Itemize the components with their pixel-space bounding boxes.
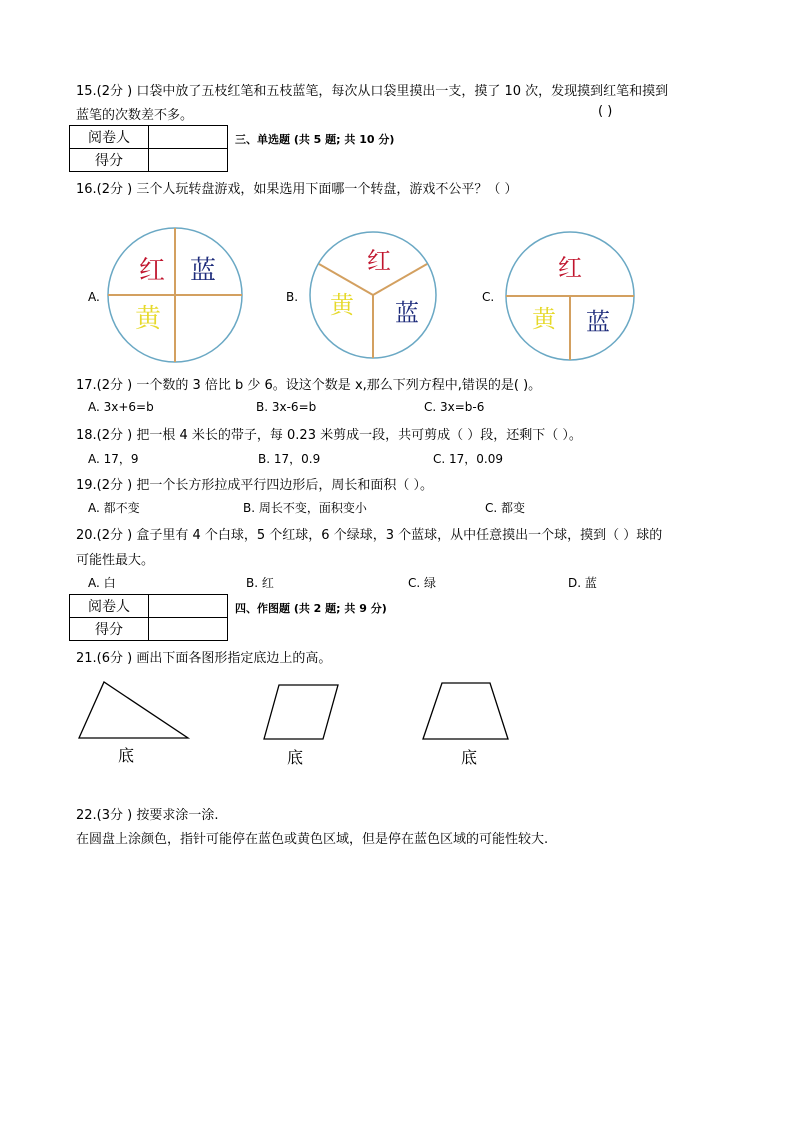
spinner-c — [500, 228, 640, 364]
q16-option-a-label[interactable]: A. — [88, 290, 100, 304]
q16-text: 16.(2分 ) 三个人玩转盘游戏，如果选用下面哪一个转盘，游戏不公平？（ ） — [76, 182, 518, 197]
spinner-b-blue-label: 蓝 — [395, 299, 419, 327]
section3-title: 三、单选题 (共 5 题; 共 10 分) — [235, 133, 395, 146]
trapezoid-base-label: 底 — [461, 748, 478, 767]
grader-label: 阅卷人 — [70, 126, 149, 149]
parallelogram-base-label: 底 — [287, 748, 304, 767]
q19-option-b[interactable]: B. 周长不变，面积变小 — [243, 501, 367, 515]
q18-option-a[interactable]: A. 17，9 — [88, 452, 139, 466]
score-table-section4 — [69, 594, 228, 641]
q18-option-b[interactable]: B. 17，0.9 — [258, 452, 321, 466]
spinner-a-blue-label: 蓝 — [189, 256, 217, 286]
grader-field[interactable] — [149, 595, 228, 618]
spinner-b — [305, 228, 441, 362]
parallelogram-figure — [260, 682, 342, 742]
q22-line1: 22.(3分 ) 按要求涂一涂. — [76, 808, 219, 823]
spinner-a — [100, 224, 250, 366]
section4-title: 四、作图题 (共 2 题; 共 9 分) — [235, 602, 387, 615]
q16-option-c-label[interactable]: C. — [482, 290, 495, 304]
q20-line1: 20.(2分 ) 盒子里有 4 个白球，5 个红球，6 个绿球，3 个蓝球，从中任意摸出一个球，摸到（ ）球的 — [76, 528, 663, 543]
q18-option-c[interactable]: C. 17，0.09 — [433, 452, 503, 466]
spinner-a-yellow-label: 黄 — [134, 304, 162, 334]
q15-answer-paren[interactable]: ( ) — [598, 104, 613, 119]
spinner-c-red-label: 红 — [558, 254, 582, 282]
spinner-c-blue-label: 蓝 — [586, 308, 610, 336]
q20-option-d[interactable]: D. 蓝 — [568, 576, 597, 590]
q17-option-a[interactable]: A. 3x+6=b — [88, 400, 154, 414]
spinner-a-red-label: 红 — [138, 256, 166, 286]
q20-option-b[interactable]: B. 红 — [246, 576, 274, 590]
trapezoid-figure — [420, 680, 512, 742]
q19-text: 19.(2分 ) 把一个长方形拉成平行四边形后，周长和面积（ ）。 — [76, 478, 433, 493]
q15-line2: 蓝笔的次数差不多。 — [76, 108, 194, 123]
triangle-base-label: 底 — [118, 746, 135, 765]
score-label: 得分 — [70, 618, 149, 641]
score-field[interactable] — [149, 618, 228, 641]
grader-field[interactable] — [149, 126, 228, 149]
q17-text: 17.(2分 ) 一个数的 3 倍比 b 少 6。设这个数是 x,那么下列方程中,错误的是( )。 — [76, 378, 542, 393]
q15-line1: 15.(2分 ) 口袋中放了五枝红笔和五枝蓝笔，每次从口袋里摸出一支，摸了 10 次，发现摸到红笔和摸到 — [76, 84, 669, 99]
q20-option-a[interactable]: A. 白 — [88, 576, 116, 590]
score-field[interactable] — [149, 149, 228, 172]
q19-option-c[interactable]: C. 都变 — [485, 501, 526, 515]
q20-option-c[interactable]: C. 绿 — [408, 576, 437, 590]
q19-option-a[interactable]: A. 都不变 — [88, 501, 140, 515]
score-label: 得分 — [70, 149, 149, 172]
spinner-c-yellow-label: 黄 — [532, 305, 556, 333]
triangle-figure — [76, 678, 194, 742]
q17-option-c[interactable]: C. 3x=b-6 — [424, 400, 485, 414]
grader-label: 阅卷人 — [70, 595, 149, 618]
q17-option-b[interactable]: B. 3x-6=b — [256, 400, 317, 414]
score-table-section3 — [69, 125, 228, 172]
spinner-b-yellow-label: 黄 — [330, 291, 354, 319]
q20-line2: 可能性最大。 — [76, 553, 155, 568]
q16-option-b-label[interactable]: B. — [286, 290, 299, 304]
spinner-b-red-label: 红 — [367, 247, 391, 275]
q22-line2: 在圆盘上涂颜色，指针可能停在蓝色或黄色区域，但是停在蓝色区域的可能性较大. — [76, 832, 549, 847]
q18-text: 18.(2分 ) 把一根 4 米长的带子，每 0.23 米剪成一段，共可剪成（ ）段，还剩下（ ）。 — [76, 428, 582, 443]
q21-text: 21.(6分 ) 画出下面各图形指定底边上的高。 — [76, 651, 332, 666]
